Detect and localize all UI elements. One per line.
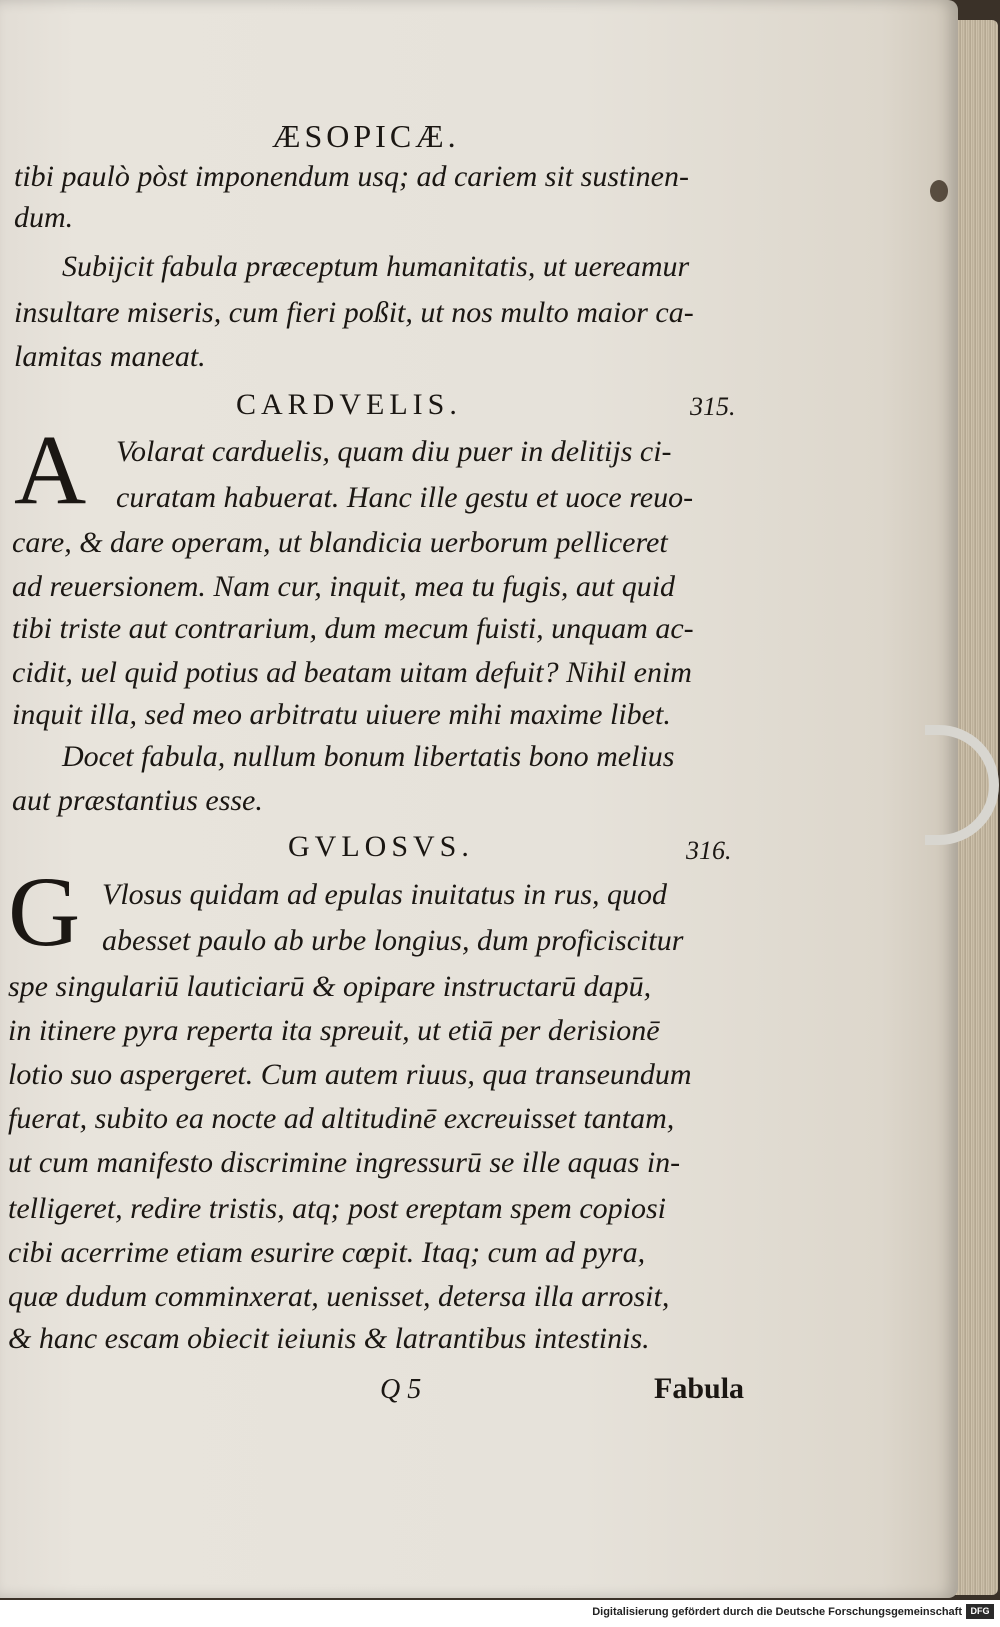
fable-number: 315. <box>690 392 736 421</box>
fable-line: quæ dudum comminxerat, uenisset, detersa illa arrosit, <box>8 1280 670 1313</box>
fable-line: ad reuersionem. Nam cur, inquit, mea tu fugis, aut quid <box>12 570 676 603</box>
dfg-logo: DFG <box>966 1604 994 1619</box>
fable-title: CARDVELIS. <box>236 388 462 421</box>
fable-line: in itinere pyra reperta ita spreuit, ut etiā per derisionē <box>8 1014 660 1047</box>
fable-line: curatam habuerat. Hanc ille gestu et uoce reuo- <box>116 481 694 514</box>
fable-line: inquit illa, sed meo arbitratu uiuere mihi maxime libet. <box>12 698 671 731</box>
ink-stain <box>930 180 948 202</box>
fable-line: spe singulariū lauticiarū & opipare instructarū dapū, <box>8 970 652 1003</box>
fable-line: abesset paulo ab urbe longius, dum proficiscitur <box>102 924 684 957</box>
catchword: Fabula <box>654 1372 745 1405</box>
drop-cap-letter: G <box>8 856 81 967</box>
fable-line: lotio suo aspergeret. Cum autem riuus, qua transeundum <box>8 1058 692 1091</box>
fable-line: aut præstantius esse. <box>12 784 263 817</box>
fable-number: 316. <box>686 836 732 865</box>
intro-line: dum. <box>14 201 74 234</box>
fable-line: cibi acerrime etiam esurire cœpit. Itaq; cum ad pyra, <box>8 1236 646 1269</box>
intro-line: Subijcit fabula præceptum humanitatis, ut uereamur <box>62 250 690 283</box>
intro-line: lamitas maneat. <box>14 340 206 373</box>
fable-line: Volarat carduelis, quam diu puer in delitijs ci- <box>116 435 672 468</box>
funding-credit: Digitalisierung gefördert durch die Deutsche Forschungsgemeinschaft <box>592 1606 962 1618</box>
intro-line: insultare miseris, cum fieri poßit, ut nos multo maior ca- <box>14 296 694 329</box>
running-head: ÆSOPICÆ. <box>272 118 460 154</box>
intro-line: tibi paulò pòst imponendum usq; ad cariem sit sustinen- <box>14 160 689 193</box>
fable-title: GVLOSVS. <box>288 830 474 863</box>
fable-line: ut cum manifesto discrimine ingressurū se ille aquas in- <box>8 1146 681 1179</box>
fable-line: & hanc escam obiecit ieiunis & latrantibus intestinis. <box>8 1322 650 1355</box>
signature-mark: Q 5 <box>380 1374 422 1405</box>
fable-line: Docet fabula, nullum bonum libertatis bono melius <box>62 740 675 773</box>
fable-line: care, & dare operam, ut blandicia uerborum pelliceret <box>12 526 668 559</box>
fable-line: fuerat, subito ea nocte ad altitudinē excreuisset tantam, <box>8 1102 675 1135</box>
drop-cap-letter: A <box>14 414 87 525</box>
fable-line: cidit, uel quid potius ad beatam uitam defuit? Nihil enim <box>12 656 692 689</box>
fable-line: tibi triste aut contrarium, dum mecum fuisti, unquam ac- <box>12 612 694 645</box>
fable-line: telligeret, redire tristis, atq; post ereptam spem copiosi <box>8 1192 666 1225</box>
fable-line: Vlosus quidam ad epulas inuitatus in rus, quod <box>102 878 668 911</box>
